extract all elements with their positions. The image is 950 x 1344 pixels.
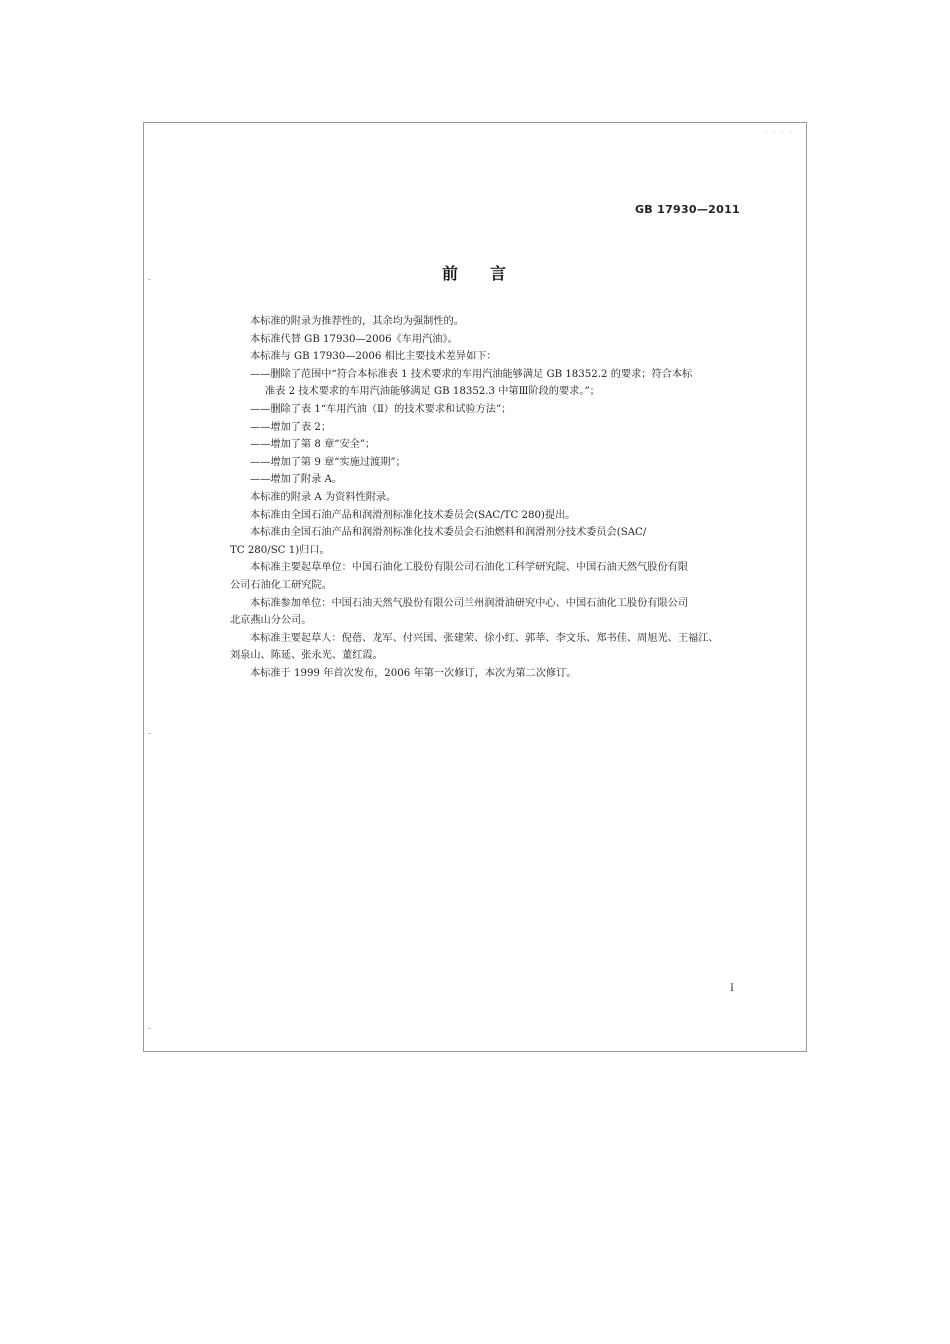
list-item: ——增加了表 2； — [250, 421, 332, 433]
paragraph-continuation: 北京燕山分公司。 — [230, 615, 312, 627]
scan-corner-mark: · · · · — [764, 129, 794, 137]
page-number: I — [730, 983, 734, 994]
paragraph-continuation: 刘泉山、陈延、张永光、董红霞。 — [230, 650, 383, 662]
paragraph: 本标准参加单位：中国石油天然气股份有限公司兰州润滑油研究中心、中国石油化工股份有限公司 — [250, 597, 689, 609]
list-item: ——增加了第 8 章“安全”； — [250, 439, 376, 451]
list-item: ——删除了表 1“车用汽油（Ⅱ）的技术要求和试验方法”； — [250, 403, 512, 415]
page-title — [144, 261, 806, 284]
paragraph: 本标准的附录为推荐性的，其余均为强制性的。 — [250, 316, 464, 327]
paragraph: 本标准的附录 A 为资料性附录。 — [250, 491, 397, 503]
list-item: ——增加了附录 A。 — [250, 474, 343, 486]
foreword-body — [230, 313, 742, 682]
margin-tick — [148, 1028, 151, 1029]
paragraph: 本标准于 1999 年首次发布，2006 年第一次修订，本次为第二次修订。 — [250, 667, 577, 679]
paragraph: 本标准由全国石油产品和润滑剂标准化技术委员会(SAC/TC 280)提出。 — [250, 509, 576, 521]
paragraph-continuation: 公司石油化工研究院。 — [230, 579, 332, 591]
list-item: ——删除了范围中“符合本标准表 1 技术要求的车用汽油能够满足 GB 18352.2 的要求；符合本标 — [250, 368, 693, 380]
paragraph: 本标准代替 GB 17930—2006《车用汽油》。 — [250, 333, 458, 345]
paragraph: 本标准主要起草单位：中国石油化工股份有限公司石油化工科学研究院、中国石油天然气股份有限 — [250, 562, 689, 574]
margin-tick — [148, 733, 151, 734]
document-code: GB 17930—2011 — [634, 203, 740, 216]
paragraph: 本标准与 GB 17930—2006 相比主要技术差异如下： — [250, 351, 497, 363]
paragraph: 本标准主要起草人：倪蓓、龙军、付兴国、张建荣、徐小红、郭莘、李文乐、郑书佳、周旭光、王福江、 — [250, 632, 719, 644]
title-part-1: 前 — [441, 264, 460, 283]
paragraph-continuation: TC 280/SC 1)归口。 — [230, 544, 330, 556]
title-part-2: 言 — [490, 264, 509, 283]
list-item-continuation: 准表 2 技术要求的车用汽油能够满足 GB 18352.3 中第Ⅲ阶段的要求。”； — [265, 386, 600, 398]
list-item: ——增加了第 9 章“实施过渡期”； — [250, 456, 406, 468]
paragraph: 本标准由全国石油产品和润滑剂标准化技术委员会石油燃料和润滑剂分技术委员会(SAC/ — [250, 527, 647, 539]
document-page — [143, 122, 807, 1052]
